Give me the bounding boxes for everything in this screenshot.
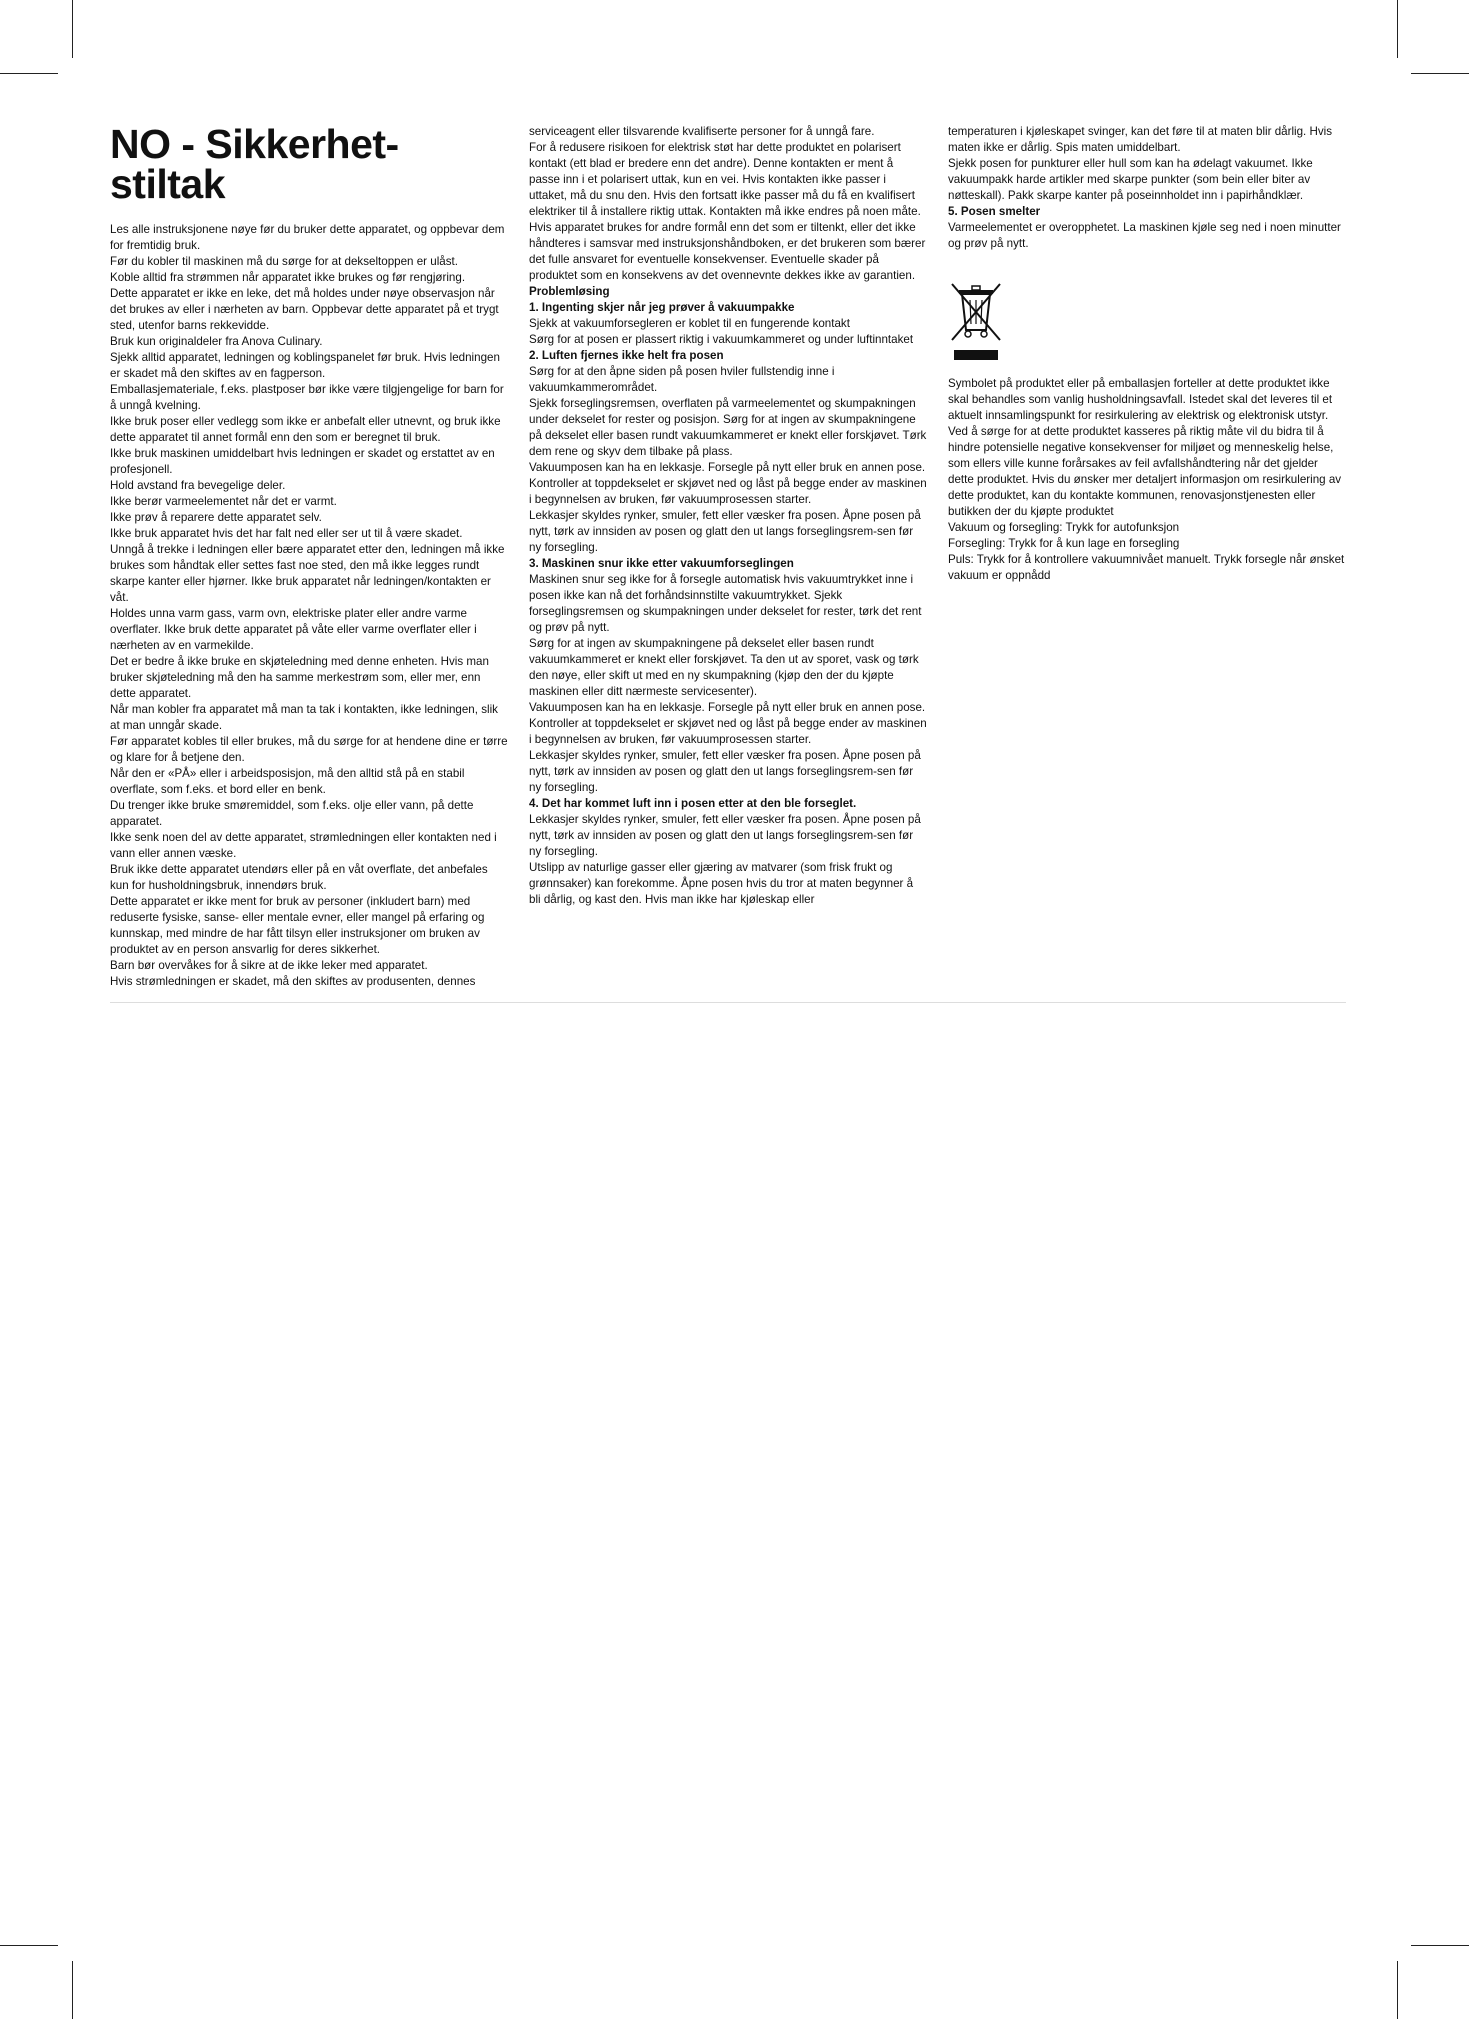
paragraph: Maskinen snur seg ikke for å forsegle automatisk hvis vakuumtrykket inne i posen ikke kan nå det forhåndsinnstilte vakuumtrykket. Sjekk forseglingsremsen og skumpakningen under dekselet for rester, tørk det rent og prøv på nytt.	[529, 573, 922, 634]
section-heading: 1. Ingenting skjer når jeg prøver å vakuumpakke	[529, 301, 795, 314]
paragraph: For å redusere risikoen for elektrisk støt har dette produktet en polarisert kontakt (ett blad er bredere enn det andre). Denne kontakten er ment å passe inn i et polarisert uttak, kun en vei. Hvis kontakten ikke passer i uttaket, må du snu den. Hvis den fortsatt ikke passer må du få en kvalifisert elektriker til å installere riktig uttak. Kontakten må ikke endres på noen måte.	[529, 141, 921, 218]
paragraph: Sørg for at den åpne siden på posen hviler fullstendig inne i vakuumkammerområdet.	[529, 365, 835, 394]
paragraph: Det er bedre å ikke bruke en skjøteledning med denne enheten. Hvis man bruker skjøteledning må den ha samme merkestrøm som, eller mer, enn dette apparatet.	[110, 655, 489, 700]
column-2	[529, 124, 927, 990]
paragraph: Lekkasjer skyldes rynker, smuler, fett eller væsker fra posen. Åpne posen på nytt, tørk av innsiden av posen og glatt den ut langs forseglingsrem-sen før ny forsegling.	[529, 749, 921, 794]
paragraph: serviceagent eller tilsvarende kvalifiserte personer for å unngå fare.	[529, 125, 875, 138]
section-heading: 5. Posen smelter	[948, 205, 1041, 218]
paragraph: Ikke berør varmeelementet når det er varmt.	[110, 495, 337, 508]
paragraph: Når man kobler fra apparatet må man ta tak i kontakten, ikke ledningen, slik at man unngår skade.	[110, 703, 498, 732]
paragraph: Lekkasjer skyldes rynker, smuler, fett eller væsker fra posen. Åpne posen på nytt, tørk av innsiden av posen og glatt den ut langs forseglingsrem-sen før ny forsegling.	[529, 509, 921, 554]
paragraph: Du trenger ikke bruke smøremiddel, som f.eks. olje eller vann, på dette apparatet.	[110, 799, 474, 828]
paragraph: Ikke senk noen del av dette apparatet, strømledningen eller kontakten ned i vann eller annen væske.	[110, 831, 497, 860]
crop-mark	[1397, 0, 1398, 58]
paragraph: Bruk ikke dette apparatet utendørs eller på en våt overflate, det anbefales kun for husholdningsbruk, innendørs bruk.	[110, 863, 488, 892]
paragraph: Holdes unna varm gass, varm ovn, elektriske plater eller andre varme overflater. Ikke bruk dette apparatet på våte eller varme overflater eller i nærheten av en varmekilde.	[110, 607, 477, 652]
column-1	[110, 121, 508, 990]
paragraph: Ikke bruk maskinen umiddelbart hvis ledningen er skadet og erstattet av en profesjonell.	[110, 447, 495, 476]
paragraph: Bruk kun originaldeler fra Anova Culinary.	[110, 335, 323, 348]
crop-mark	[1411, 1945, 1469, 1946]
text-columns	[110, 121, 1346, 990]
section-heading: 2. Luften fjernes ikke helt fra posen	[529, 349, 724, 362]
paragraph: Hvis apparatet brukes for andre formål enn det som er tiltenkt, eller det ikke håndteres i samsvar med instruksjonshåndboken, er det brukeren som bærer det fulle ansvaret for eventuelle konsekvenser. Eventuelle skader på produktet som en konsekvens av det ovennevnte dekkes ikke av garantien.	[529, 221, 926, 282]
section-heading: 4. Det har kommet luft inn i posen etter at den ble forseglet.	[529, 797, 857, 810]
paragraph: Vakuumposen kan ha en lekkasje. Forsegle på nytt eller bruk en annen pose.	[529, 701, 926, 714]
paragraph: Vakuumposen kan ha en lekkasje. Forsegle på nytt eller bruk en annen pose.	[529, 461, 926, 474]
paragraph: Hvis strømledningen er skadet, må den skiftes av produsenten, dennes	[110, 975, 476, 988]
paragraph: Før du kobler til maskinen må du sørge for at dekseltoppen er ulåst.	[110, 255, 458, 268]
troubleshooting-continued	[948, 124, 1346, 252]
section-heading: 3. Maskinen snur ikke etter vakuumforseglingen	[529, 557, 794, 570]
paragraph: Koble alltid fra strømmen når apparatet ikke brukes og før rengjøring.	[110, 271, 466, 284]
paragraph: Barn bør overvåkes for å sikre at de ikke leker med apparatet.	[110, 959, 428, 972]
paragraph: Vakuum og forsegling: Trykk for autofunksjon	[948, 521, 1180, 534]
paragraph: Sjekk alltid apparatet, ledningen og koblingspanelet før bruk. Hvis ledningen er skadet må den skiftes av en fagperson.	[110, 351, 500, 380]
paragraph: Symbolet på produktet eller på emballasjen forteller at dette produktet ikke skal behandles som vanlig husholdningsavfall. Istedet skal det leveres til et aktuelt innsamlingspunkt for resirkulering av elektrisk og elektronisk utstyr. Ved å sørge for at dette produktet kasseres på riktig måte vil du bidra til å hindre potensielle negative konsekvenser for miljøet og menneskelig helse, som ellers ville kunne forårsakes av feil avfallshåndtering når det gjelder dette produktet. Hvis du ønsker mer detaljert informasjon om resirkulering av dette produktet, kan du kontakte kommunen, renovasjonstjenesten eller butikken der du kjøpte produktet	[948, 377, 1342, 518]
paragraph: Dette apparatet er ikke ment for bruk av personer (inkludert barn) med reduserte fysiske, sanse- eller mentale evner, eller mangel på erfaring og kunnskap, med mindre de har fått tilsyn eller instruksjoner om bruken av produktet av en person ansvarlig for deres sikkerhet.	[110, 895, 485, 956]
paragraph: Puls: Trykk for å kontrollere vakuumnivået manuelt. Trykk forsegle når ønsket vakuum er oppnådd	[948, 553, 1345, 582]
column-3	[948, 124, 1346, 990]
paragraph: Sørg for at posen er plassert riktig i vakuumkammeret og under luftinntaket	[529, 333, 914, 346]
crossed-out-wheelie-bin-icon	[948, 280, 1004, 362]
paragraph: Unngå å trekke i ledningen eller bære apparatet etter den, ledningen må ikke brukes som håndtak eller settes fast noe sted, den må ikke legges rundt skarpe kanter eller hjørner. Ikke bruk apparatet når ledningen/kontakten er våt.	[110, 543, 505, 604]
paragraph: Lekkasjer skyldes rynker, smuler, fett eller væsker fra posen. Åpne posen på nytt, tørk av innsiden av posen og glatt den ut langs forseglingsrem-sen før ny forsegling.	[529, 813, 921, 858]
crop-mark	[72, 0, 73, 58]
document-page	[110, 121, 1346, 990]
paragraph: Sjekk posen for punkturer eller hull som kan ha ødelagt vakuumet. Ikke vakuumpakk harde artikler med skarpe punkter (som bein eller biter av nøtteskall). Pakk skarpe kanter på poseinnholdet inn i papirhåndklær.	[948, 157, 1313, 202]
paragraph: Før apparatet kobles til eller brukes, må du sørge for at hendene dine er tørre og klare for å betjene den.	[110, 735, 508, 764]
paragraph: temperaturen i kjøleskapet svinger, kan det føre til at maten blir dårlig. Hvis maten ikke er dårlig. Spis maten umiddelbart.	[948, 125, 1333, 154]
paragraph: Les alle instruksjonene nøye før du bruker dette apparatet, og oppbevar dem for fremtidig bruk.	[110, 223, 505, 252]
paragraph: Hold avstand fra bevegelige deler.	[110, 479, 286, 492]
paragraph: Sjekk at vakuumforsegleren er koblet til en fungerende kontakt	[529, 317, 850, 330]
paragraph: Sjekk forseglingsremsen, overflaten på varmeelementet og skumpakningen under dekselet for rester og posisjon. Sørg for at ingen av skumpakningene på dekselet eller basen rundt vakuumkammeret er knekt eller forskjøvet. Tørk dem rene og skyv dem tilbake på plass.	[529, 397, 927, 458]
section-heading: Problemløsing	[529, 285, 610, 298]
crop-mark	[1397, 1961, 1398, 2019]
paragraph: Når den er «PÅ» eller i arbeidsposisjon, må den alltid stå på en stabil overflate, som f.eks. et bord eller en benk.	[110, 767, 465, 796]
paragraph: Kontroller at toppdekselet er skjøvet ned og låst på begge ender av maskinen i begynnelsen av bruken, før vakuumprosessen starter.	[529, 477, 927, 506]
crop-mark	[0, 1945, 58, 1946]
footer-divider	[110, 1002, 1346, 1003]
paragraph: Forsegling: Trykk for å kun lage en forsegling	[948, 537, 1180, 550]
page-title: NO - Sikkerhet- stiltak	[110, 121, 399, 207]
crop-mark	[72, 1961, 73, 2019]
paragraph: Utslipp av naturlige gasser eller gjæring av matvarer (som frisk frukt og grønnsaker) kan forekomme. Åpne posen hvis du tror at maten begynner å bli dårlig, og kast den. Hvis man ikke har kjøleskap eller	[529, 861, 914, 906]
paragraph: Varmeelementet er overopphetet. La maskinen kjøle seg ned i noen minutter og prøv på nytt.	[948, 221, 1341, 250]
paragraph: Sørg for at ingen av skumpakningene på dekselet eller basen rundt vakuumkammeret er knekt eller forskjøvet. Ta den ut av sporet, vask og tørk den nøye, eller skift ut med en ny skumpakning (kjøp den der du kjøpte maskinen eller ditt nærmeste servicesenter).	[529, 637, 919, 698]
weee-disposal-info	[948, 376, 1346, 584]
paragraph: Kontroller at toppdekselet er skjøvet ned og låst på begge ender av maskinen i begynnelsen av bruken, før vakuumprosessen starter.	[529, 717, 927, 746]
paragraph: Ikke bruk poser eller vedlegg som ikke er anbefalt eller utnevnt, og bruk ikke dette apparatet til annet formål enn den som er beregnet til bruk.	[110, 415, 501, 444]
paragraph: Dette apparatet er ikke en leke, det må holdes under nøye observasjon når det brukes av eller i nærheten av barn. Oppbevar dette apparatet på et trygt sted, utenfor barns rekkevidde.	[110, 287, 499, 332]
paragraph: Ikke bruk apparatet hvis det har falt ned eller ser ut til å være skadet.	[110, 527, 463, 540]
paragraph: Emballasjemateriale, f.eks. plastposer bør ikke være tilgjengelige for barn for å unngå kvelning.	[110, 383, 504, 412]
paragraph: Ikke prøv å reparere dette apparatet selv.	[110, 511, 322, 524]
crop-mark	[1411, 73, 1469, 74]
crop-mark	[0, 73, 58, 74]
